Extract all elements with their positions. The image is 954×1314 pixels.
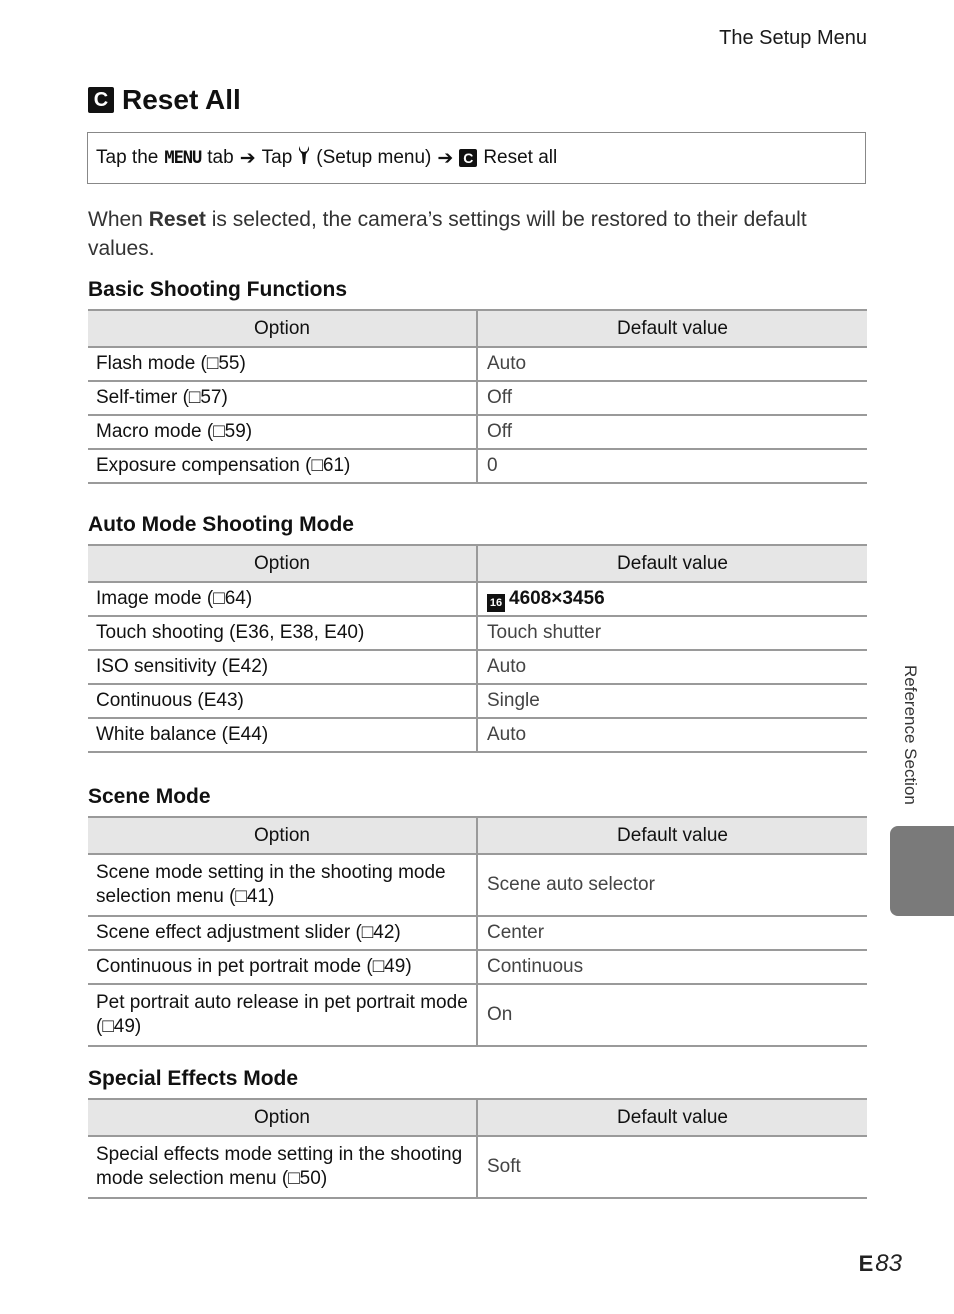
nav-tap: Tap	[261, 147, 293, 168]
option-cell: Exposure compensation (□61)	[88, 449, 477, 483]
default-cell: Touch shutter	[477, 616, 867, 650]
reference-icon: E	[858, 1251, 874, 1276]
table-header-row	[88, 1099, 867, 1136]
table-row	[88, 684, 867, 718]
header-option: Option	[88, 1099, 477, 1136]
header-default: Default value	[477, 817, 867, 854]
section-title-scene: Scene Mode	[88, 785, 211, 808]
default-cell: Soft	[477, 1136, 867, 1198]
default-cell: Continuous	[477, 950, 867, 984]
side-section-label: Reference Section	[901, 665, 920, 805]
default-cell: Scene auto selector	[477, 854, 867, 916]
option-cell: Flash mode (□55)	[88, 347, 477, 381]
default-cell: Auto	[477, 718, 867, 752]
default-cell: 0	[477, 449, 867, 483]
header-option: Option	[88, 310, 477, 347]
default-cell: Auto	[477, 650, 867, 684]
header-option: Option	[88, 545, 477, 582]
nav-tab-word: tab	[207, 147, 234, 168]
arrow-icon: ➔	[437, 147, 454, 169]
running-head: The Setup Menu	[719, 27, 867, 49]
table-row	[88, 449, 867, 483]
intro-paragraph	[88, 205, 848, 263]
side-section-tab	[890, 826, 954, 916]
nav-reset-all: Reset all	[483, 147, 558, 168]
header-default: Default value	[477, 545, 867, 582]
table-row	[88, 582, 867, 616]
table-header-row	[88, 545, 867, 582]
header-default: Default value	[477, 310, 867, 347]
option-cell: Pet portrait auto release in pet portrait mode (□49)	[88, 984, 477, 1046]
option-cell: Scene effect adjustment slider (□42)	[88, 916, 477, 950]
table-auto-mode	[88, 544, 867, 753]
default-cell: Center	[477, 916, 867, 950]
header-default: Default value	[477, 1099, 867, 1136]
page-title-text: Reset All	[122, 84, 241, 115]
image-size-icon: 16	[487, 594, 505, 612]
section-title-auto: Auto Mode Shooting Mode	[88, 513, 354, 536]
default-cell: Off	[477, 381, 867, 415]
option-cell: White balance (E44)	[88, 718, 477, 752]
page-number-value: 83	[875, 1250, 902, 1277]
default-cell: Auto	[477, 347, 867, 381]
default-cell	[477, 582, 867, 616]
table-row	[88, 854, 867, 916]
default-cell: Single	[477, 684, 867, 718]
default-cell: On	[477, 984, 867, 1046]
default-cell: Off	[477, 415, 867, 449]
option-cell: Special effects mode setting in the shooting mode selection menu (□50)	[88, 1136, 477, 1198]
table-header-row	[88, 817, 867, 854]
table-header-row	[88, 310, 867, 347]
intro-pre: When	[88, 208, 149, 231]
nav-tap-the: Tap the	[96, 147, 159, 168]
option-cell: Touch shooting (E36, E38, E40)	[88, 616, 477, 650]
intro-bold: Reset	[148, 208, 206, 231]
option-cell: Continuous (E43)	[88, 684, 477, 718]
option-cell: Self-timer (□57)	[88, 381, 477, 415]
arrow-icon: ➔	[239, 147, 256, 169]
option-cell: ISO sensitivity (E42)	[88, 650, 477, 684]
navigation-instructions	[87, 132, 866, 184]
option-cell: Image mode (□64)	[88, 582, 477, 616]
reset-c-icon: C	[88, 87, 114, 113]
option-cell: Continuous in pet portrait mode (□49)	[88, 950, 477, 984]
menu-tab-icon: MENU	[164, 148, 202, 168]
nav-setup-menu: (Setup menu)	[316, 147, 432, 168]
section-title-basic: Basic Shooting Functions	[88, 278, 348, 301]
option-cell: Scene mode setting in the shooting mode selection menu (□41)	[88, 854, 477, 916]
table-row	[88, 381, 867, 415]
table-row	[88, 415, 867, 449]
section-title-special: Special Effects Mode	[88, 1067, 299, 1090]
table-row	[88, 984, 867, 1046]
intro-post: is selected, the camera’s settings will be restored to their default values.	[88, 208, 807, 260]
page-number	[859, 1250, 902, 1278]
header-option: Option	[88, 817, 477, 854]
table-row	[88, 347, 867, 381]
table-row	[88, 650, 867, 684]
table-row	[88, 616, 867, 650]
table-row	[88, 1136, 867, 1198]
image-mode-value: 4608×3456	[509, 587, 605, 609]
wrench-icon	[298, 145, 310, 171]
page-title	[88, 84, 241, 116]
table-scene-mode	[88, 816, 867, 1047]
table-row	[88, 950, 867, 984]
table-basic-shooting	[88, 309, 867, 484]
table-row	[88, 718, 867, 752]
option-cell: Macro mode (□59)	[88, 415, 477, 449]
table-special-effects	[88, 1098, 867, 1199]
table-row	[88, 916, 867, 950]
reset-c-icon: C	[459, 149, 477, 167]
